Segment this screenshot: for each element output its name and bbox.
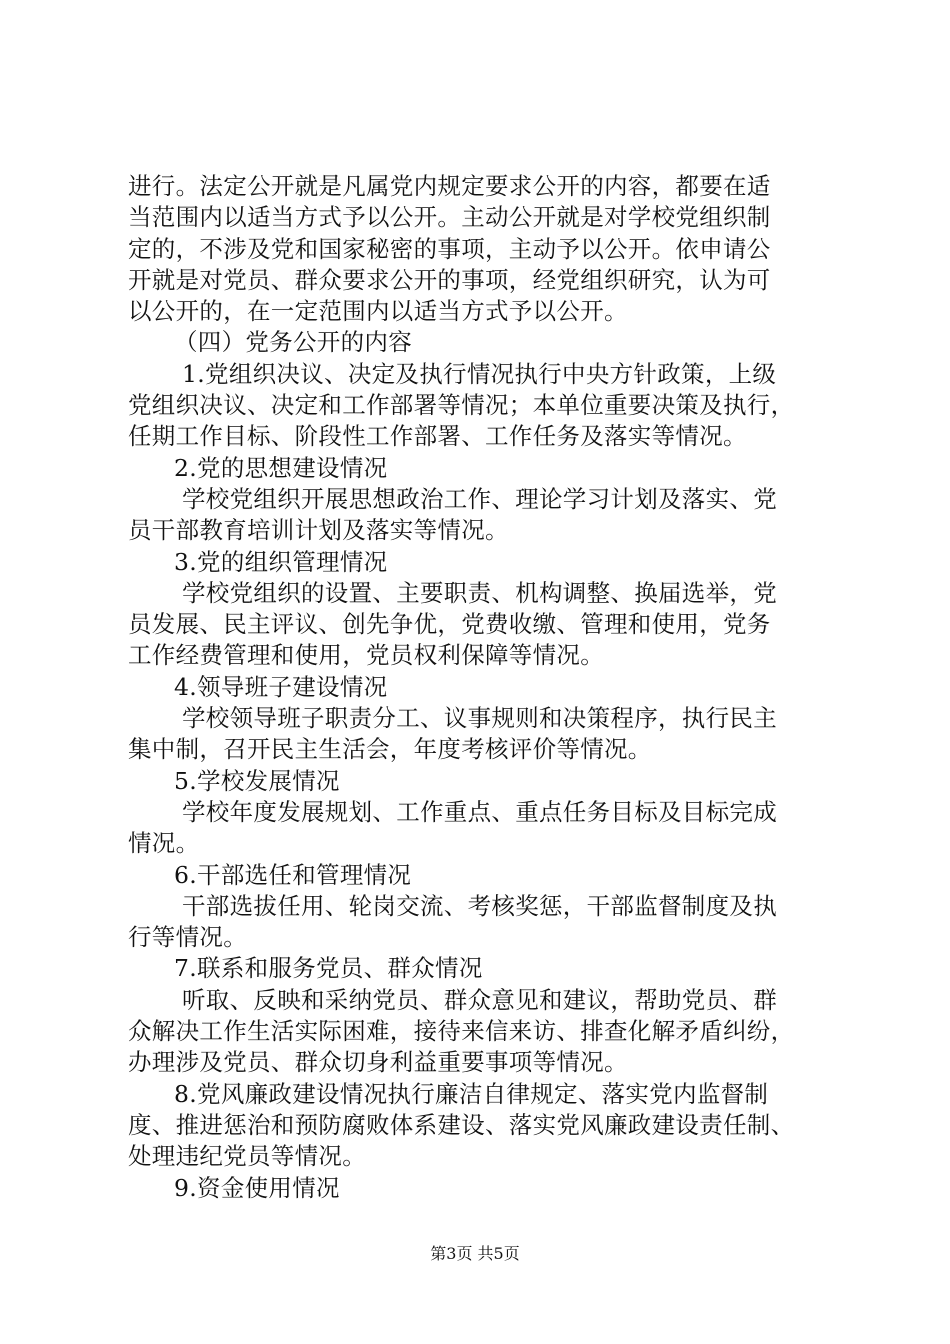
- text-line: 任期工作目标、阶段性工作部署、工作任务及落实等情况。: [128, 422, 747, 451]
- text-line: 度、推进惩治和预防腐败体系建设、落实党风廉政建设责任制、: [128, 1110, 795, 1139]
- text-line: 员干部教育培训计划及落实等情况。: [128, 516, 509, 545]
- text-line: 学校年度发展规划、工作重点、重点任务目标及目标完成: [182, 797, 777, 826]
- text-line: 员发展、民主评议、创先争优，党费收缴、管理和使用，党务: [128, 610, 771, 639]
- text-line: 工作经费管理和使用，党员权利保障等情况。: [128, 641, 604, 670]
- text-line: 当范围内以适当方式予以公开。主动公开就是对学校党组织制: [128, 203, 771, 232]
- text-line: 以公开的，在一定范围内以适当方式予以公开。: [128, 297, 628, 326]
- text-line: 4.领导班子建设情况: [174, 672, 388, 701]
- page-footer: 第3页 共5页: [430, 1244, 520, 1263]
- document-body: [128, 171, 840, 1204]
- text-line: 行等情况。: [128, 923, 247, 952]
- text-line: 学校党组织开展思想政治工作、理论学习计划及落实、党: [182, 484, 777, 513]
- text-line: 开就是对党员、群众要求公开的事项，经党组织研究，认为可: [128, 265, 771, 294]
- text-line: 9.资金使用情况: [174, 1173, 340, 1202]
- text-line: 定的，不涉及党和国家秘密的事项，主动予以公开。依申请公: [128, 234, 771, 263]
- text-line: 干部选拔任用、轮岗交流、考核奖惩，干部监督制度及执: [182, 891, 777, 920]
- text-line: 学校党组织的设置、主要职责、机构调整、换届选举，党: [182, 578, 777, 607]
- text-line: 8.党风廉政建设情况执行廉洁自律规定、落实党内监督制: [174, 1079, 769, 1108]
- text-line: 听取、反映和采纳党员、群众意见和建议，帮助党员、群: [182, 985, 777, 1014]
- text-line: 进行。法定公开就是凡属党内规定要求公开的内容，都要在适: [128, 172, 771, 200]
- text-line: 办理涉及党员、群众切身利益重要事项等情况。: [128, 1048, 628, 1077]
- text-line: 众解决工作生活实际困难，接待来信来访、排查化解矛盾纠纷，: [128, 1017, 795, 1046]
- text-line: 集中制，召开民主生活会，年度考核评价等情况。: [128, 735, 652, 764]
- text-line: 1.党组织决议、决定及执行情况执行中央方针政策，上级: [182, 359, 777, 388]
- text-line: 处理违纪党员等情况。: [128, 1142, 366, 1171]
- text-line: 6.干部选任和管理情况: [174, 860, 412, 889]
- text-line: 7.联系和服务党员、群众情况: [174, 954, 483, 983]
- text-line: 学校领导班子职责分工、议事规则和决策程序，执行民主: [182, 704, 777, 733]
- text-line: （四）党务公开的内容: [174, 328, 412, 357]
- text-line: 5.学校发展情况: [174, 766, 340, 795]
- text-line: 情况。: [128, 829, 200, 858]
- text-line: 3.党的组织管理情况: [174, 547, 388, 576]
- text-line: 2.党的思想建设情况: [174, 453, 388, 482]
- text-line: 党组织决议、决定和工作部署等情况；本单位重要决策及执行，: [128, 391, 795, 420]
